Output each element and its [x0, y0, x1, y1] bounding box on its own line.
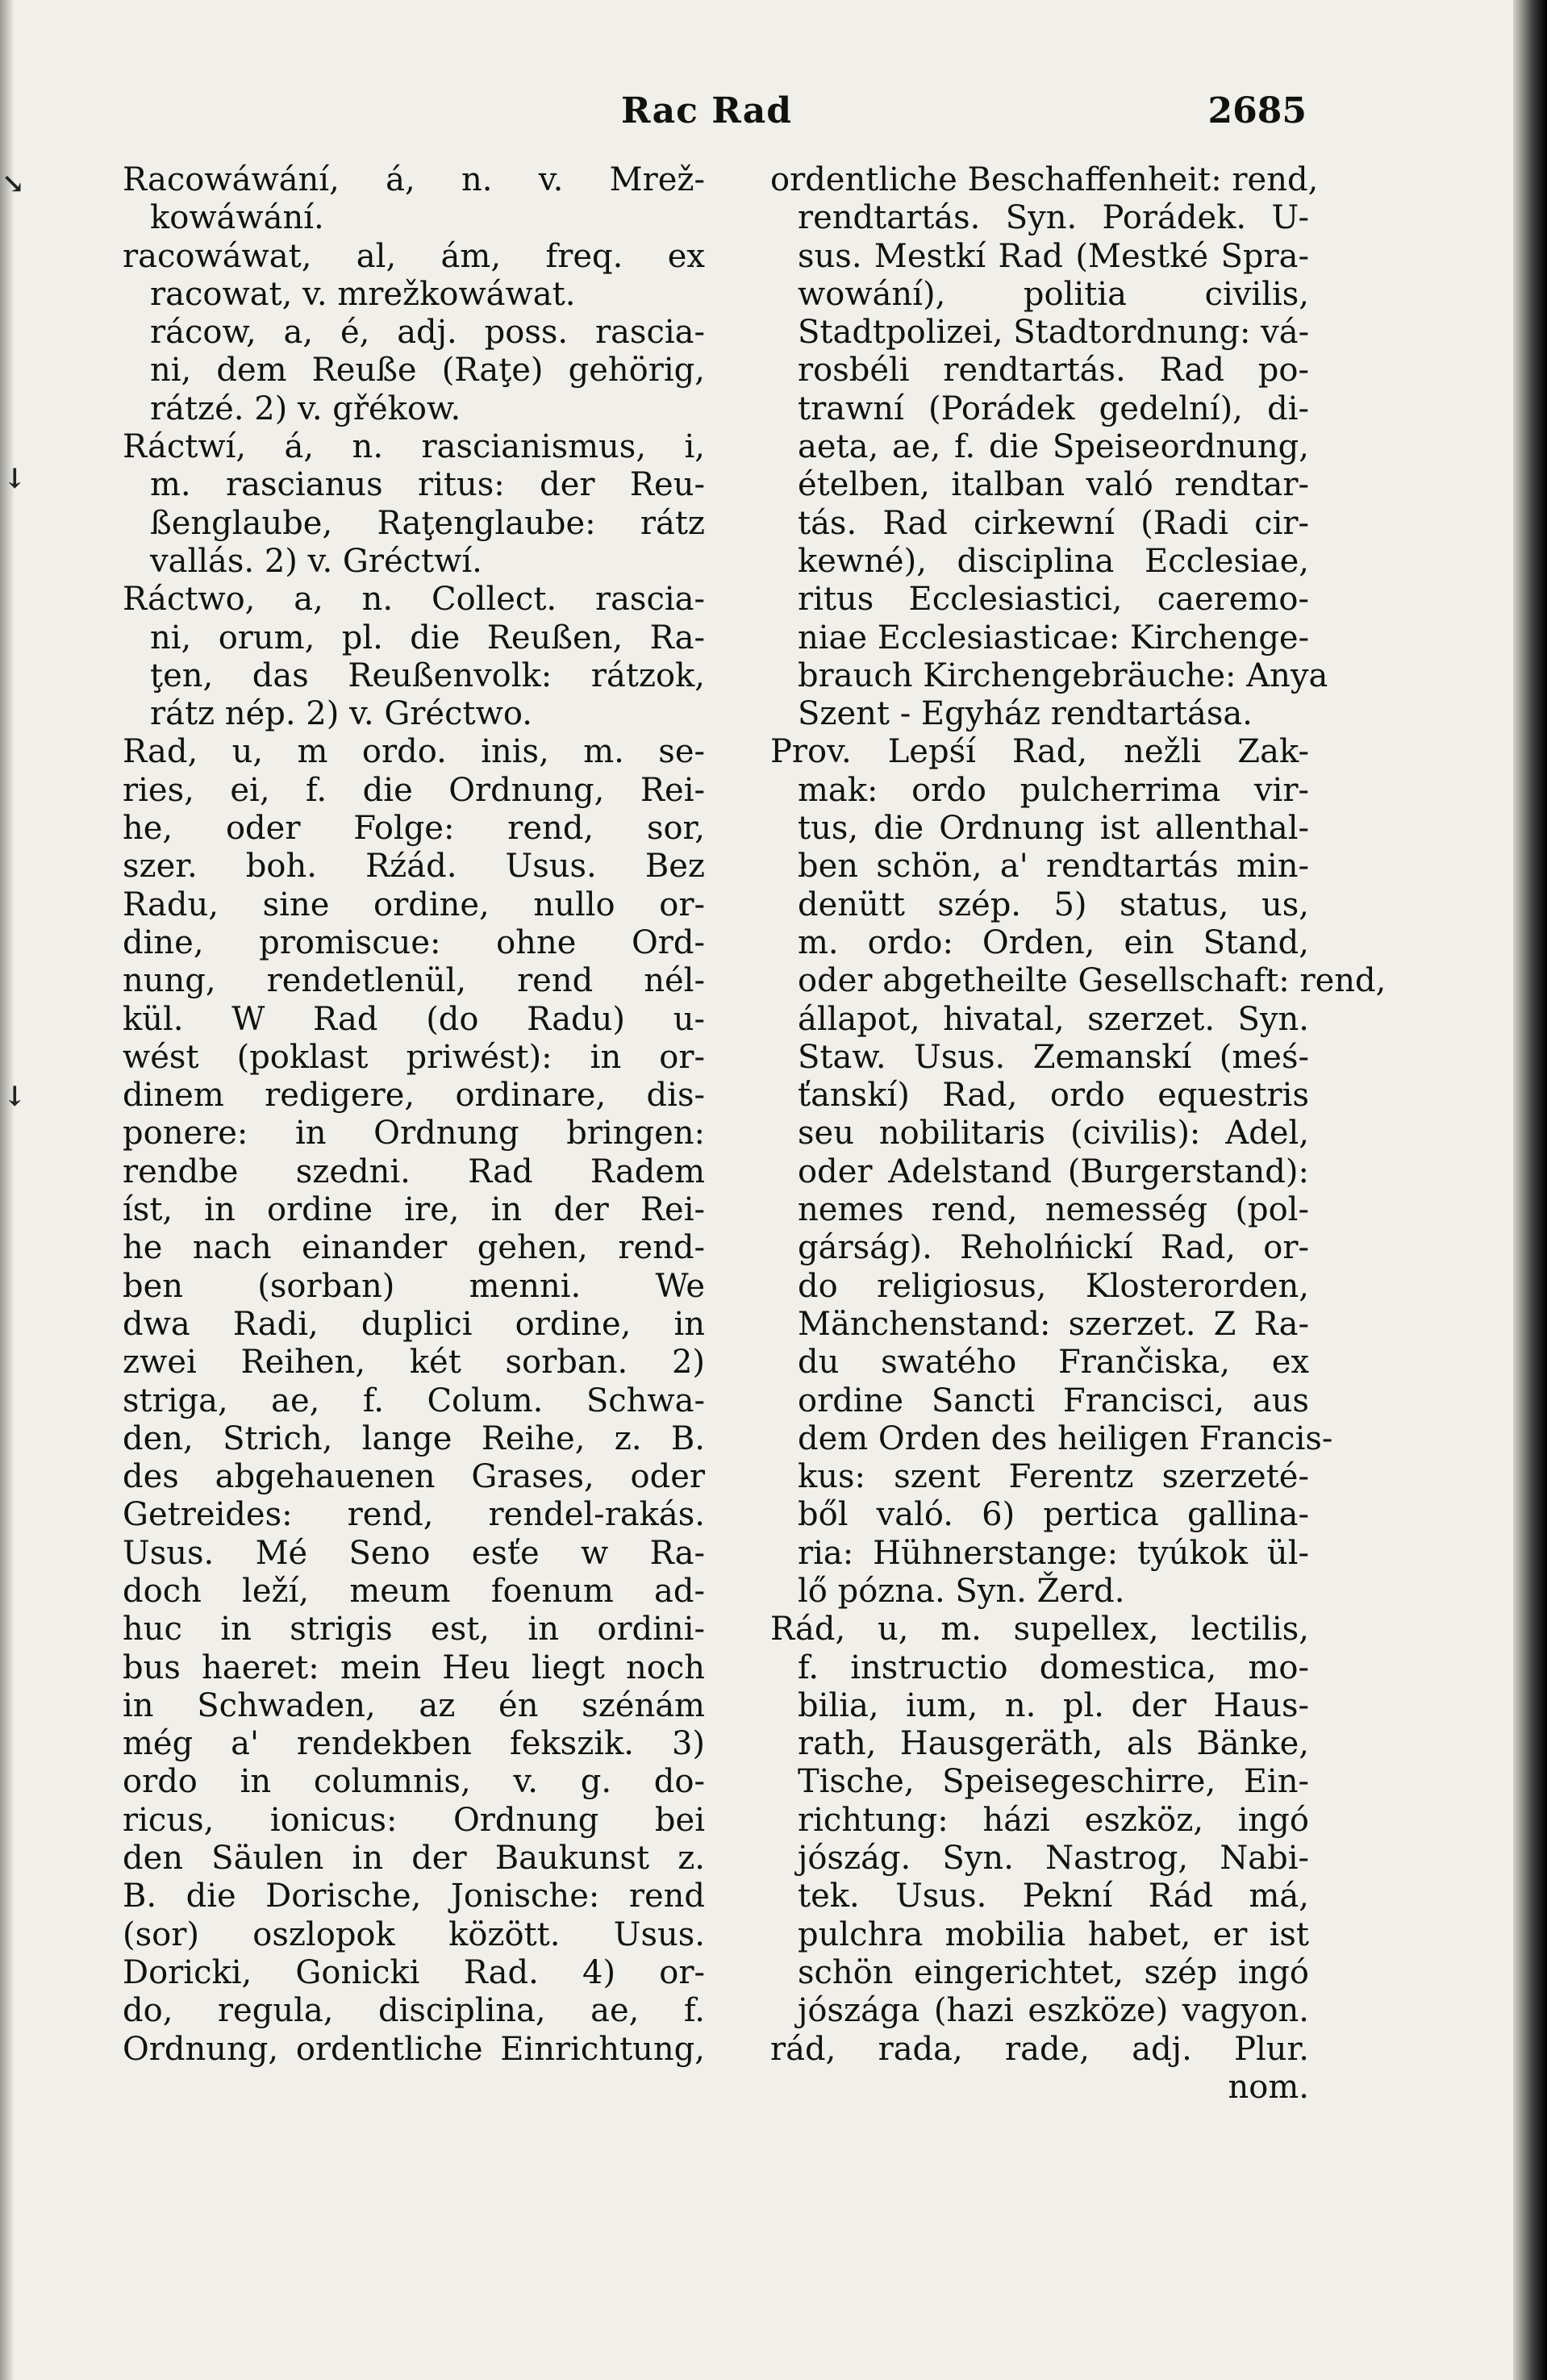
- text-line: ben (sorban) menni. We: [123, 1267, 705, 1305]
- text-line: ricus, ionicus: Ordnung bei: [123, 1801, 705, 1839]
- right-column: [770, 161, 1386, 2107]
- margin-mark-3: ↓: [3, 1081, 27, 1113]
- text-line: ßenglaube, Raţenglaube: rátz: [150, 504, 705, 542]
- text-line: ni, dem Reuße (Raţe) gehörig,: [150, 352, 705, 390]
- margin-mark-2: ↓: [3, 463, 27, 495]
- text-line: lő pózna. Syn. Žerd.: [798, 1572, 1125, 1610]
- text-line: ries, ei, f. die Ordnung, Rei-: [123, 771, 705, 809]
- text-line: nemes rend, nemesség (pol-: [798, 1191, 1309, 1229]
- text-line: brauch Kirchengebräuche: Anya: [798, 656, 1328, 694]
- text-line: ételben, italban való rendtar-: [798, 466, 1309, 504]
- text-line: Stadtpolizei, Stadtordnung: vá-: [798, 314, 1310, 352]
- text-line: he, oder Folge: rend, sor,: [123, 810, 705, 848]
- text-line: ťanskí) Rad, ordo equestris: [798, 1077, 1309, 1115]
- text-line: do religiosus, Klosterorden,: [798, 1267, 1309, 1305]
- text-line: Tische, Speisegeschirre, Ein-: [798, 1763, 1309, 1801]
- text-line: racowáwat, al, ám, freq. ex: [123, 237, 705, 275]
- text-line: Rad, u, m ordo. inis, m. se-: [123, 733, 705, 771]
- text-line: ből való. 6) pertica gallina-: [798, 1496, 1309, 1534]
- text-line: tek. Usus. Pekní Rád má,: [798, 1878, 1309, 1915]
- text-line: tás. Rad cirkewní (Radi cir-: [798, 504, 1309, 542]
- text-line: do, regula, disciplina, ae, f.: [123, 1992, 705, 2030]
- margin-mark-1: ↘: [2, 168, 25, 200]
- text-line: kus: szent Ferentz szerzeté-: [798, 1458, 1309, 1496]
- text-line: Ráctwo, a, n. Collect. rascia-: [123, 581, 705, 619]
- text-line: vallás. 2) v. Gréctwí.: [150, 542, 482, 580]
- text-line: Staw. Usus. Zemanskí (meś-: [798, 1038, 1309, 1076]
- text-line: Rád, u, m. supellex, lectilis,: [770, 1611, 1309, 1648]
- text-line: Radu, sine ordine, nullo or-: [123, 886, 705, 923]
- text-line: dem Orden des heiligen Francis-: [798, 1419, 1333, 1457]
- text-line: ben schön, a' rendtartás min-: [798, 848, 1309, 886]
- text-line: pulchra mobilia habet, er ist: [798, 1915, 1309, 1953]
- text-line: wést (poklast priwést): in or-: [123, 1038, 705, 1076]
- running-head: Rac Rad: [621, 90, 793, 131]
- text-line: dwa Radi, duplici ordine, in: [123, 1305, 705, 1343]
- text-line: bus haeret: mein Heu liegt noch: [123, 1648, 705, 1686]
- text-line: gárság). Reholńickí Rad, or-: [798, 1229, 1309, 1267]
- text-line: Getreides: rend, rendel-rakás.: [123, 1496, 705, 1534]
- text-line: Usus. Mé Seno esťe w Ra-: [123, 1534, 705, 1572]
- left-column: [123, 161, 705, 2069]
- text-line: szer. boh. Rźád. Usus. Bez: [123, 848, 705, 886]
- text-line: rácow, a, é, adj. poss. rascia-: [150, 314, 705, 352]
- text-line: dinem redigere, ordinare, dis-: [123, 1077, 705, 1115]
- text-line: he nach einander gehen, rend-: [123, 1229, 705, 1267]
- text-line: m. ordo: Orden, ein Stand,: [798, 923, 1309, 961]
- text-line: rendtartás. Syn. Porádek. U-: [798, 199, 1309, 237]
- text-line: ria: Hühnerstange: tyúkok ül-: [798, 1534, 1309, 1572]
- text-line: sus. Mestkí Rad (Mestké Spra-: [798, 237, 1309, 275]
- text-line: ordo in columnis, v. g. do-: [123, 1763, 705, 1801]
- text-line: állapot, hivatal, szerzet. Syn.: [798, 1000, 1309, 1038]
- text-line: bilia, ium, n. pl. der Haus-: [798, 1686, 1309, 1724]
- text-line: dine, promiscue: ohne Ord-: [123, 923, 705, 961]
- text-line: Racowáwání, á, n. v. Mrež-: [123, 161, 705, 198]
- text-line: in Schwaden, az én szénám: [123, 1686, 705, 1724]
- text-line: rosbéli rendtartás. Rad po-: [798, 352, 1309, 390]
- text-line: rath, Hausgeräth, als Bänke,: [798, 1725, 1309, 1763]
- text-line: kowáwání.: [150, 199, 324, 237]
- text-line: ordentliche Beschaffenheit: rend,: [770, 161, 1319, 198]
- text-line: ni, orum, pl. die Reußen, Ra-: [150, 619, 705, 656]
- text-line: Doricki, Gonicki Rad. 4) or-: [123, 1953, 705, 1991]
- text-line: denütt szép. 5) status, us,: [798, 886, 1309, 923]
- text-line: racowat, v. mrežkowáwat.: [150, 275, 576, 313]
- text-line: tus, die Ordnung ist allenthal-: [798, 810, 1309, 848]
- text-line: striga, ae, f. Colum. Schwa-: [123, 1382, 705, 1419]
- text-line: ritus Ecclesiastici, caeremo-: [798, 581, 1309, 619]
- text-line: richtung: házi eszköz, ingó: [798, 1801, 1309, 1839]
- text-line: niae Ecclesiasticae: Kirchenge-: [798, 619, 1310, 656]
- text-line: mak: ordo pulcherrima vir-: [798, 771, 1309, 809]
- page-left-shadow: [0, 0, 15, 2380]
- text-line: aeta, ae, f. die Speiseordnung,: [798, 428, 1309, 466]
- text-line: kewné), disciplina Ecclesiae,: [798, 542, 1309, 580]
- text-line: ţen, das Reußenvolk: rátzok,: [150, 656, 705, 694]
- text-line: rátzé. 2) v. gřékow.: [150, 390, 461, 427]
- text-line: oder abgetheilte Gesellschaft: rend,: [798, 962, 1386, 1000]
- page-right-edge: [1513, 0, 1547, 2380]
- text-line: schön eingerichtet, szép ingó: [798, 1953, 1309, 1991]
- text-line: trawní (Porádek gedelní), di-: [798, 390, 1309, 427]
- text-line: den Säulen in der Baukunst z.: [123, 1840, 705, 1878]
- page-number: 2685: [1207, 90, 1307, 131]
- text-line: íst, in ordine ire, in der Rei-: [123, 1191, 705, 1229]
- text-line: kül. W Rad (do Radu) u-: [123, 1000, 705, 1038]
- text-line: rendbe szedni. Rad Radem: [123, 1152, 705, 1190]
- text-line: rátz nép. 2) v. Gréctwo.: [150, 695, 532, 733]
- text-line: m. rascianus ritus: der Reu-: [150, 466, 705, 504]
- text-line: ordine Sancti Francisci, aus: [798, 1382, 1309, 1419]
- text-line: Mänchenstand: szerzet. Z Ra-: [798, 1305, 1309, 1343]
- text-line: doch leží, meum foenum ad-: [123, 1572, 705, 1610]
- text-line: Ráctwí, á, n. rascianismus, i,: [123, 428, 705, 466]
- text-line: Prov. Lepśí Rad, nežli Zak-: [770, 733, 1309, 771]
- text-line: huc in strigis est, in ordini-: [123, 1611, 705, 1648]
- text-line: jószág. Syn. Nastrog, Nabi-: [798, 1840, 1309, 1878]
- text-line: seu nobilitaris (civilis): Adel,: [798, 1115, 1309, 1152]
- text-line: (sor) oszlopok között. Usus.: [123, 1915, 705, 1953]
- text-line: des abgehauenen Grases, oder: [123, 1458, 705, 1496]
- text-line: jószága (hazi eszköze) vagyon.: [798, 1992, 1309, 2030]
- text-line: B. die Dorische, Jonische: rend: [123, 1878, 705, 1915]
- text-line: du swatého Frančiska, ex: [798, 1344, 1309, 1382]
- text-line: Ordnung, ordentliche Einrichtung,: [123, 2030, 705, 2068]
- text-line: oder Adelstand (Burgerstand):: [798, 1152, 1309, 1190]
- text-line: ponere: in Ordnung bringen:: [123, 1115, 705, 1152]
- text-line: wowání), politia civilis,: [798, 275, 1309, 313]
- text-line: nung, rendetlenül, rend nél-: [123, 962, 705, 1000]
- text-line: rád, rada, rade, adj. Plur.: [770, 2030, 1309, 2068]
- text-line: zwei Reihen, két sorban. 2): [123, 1344, 705, 1382]
- text-line: f. instructio domestica, mo-: [798, 1648, 1309, 1686]
- text-line: nom.: [1228, 2068, 1309, 2106]
- text-line: Szent - Egyház rendtartása.: [798, 695, 1253, 733]
- text-line: den, Strich, lange Reihe, z. B.: [123, 1419, 705, 1457]
- page-header: [0, 90, 1547, 139]
- text-line: még a' rendekben fekszik. 3): [123, 1725, 705, 1763]
